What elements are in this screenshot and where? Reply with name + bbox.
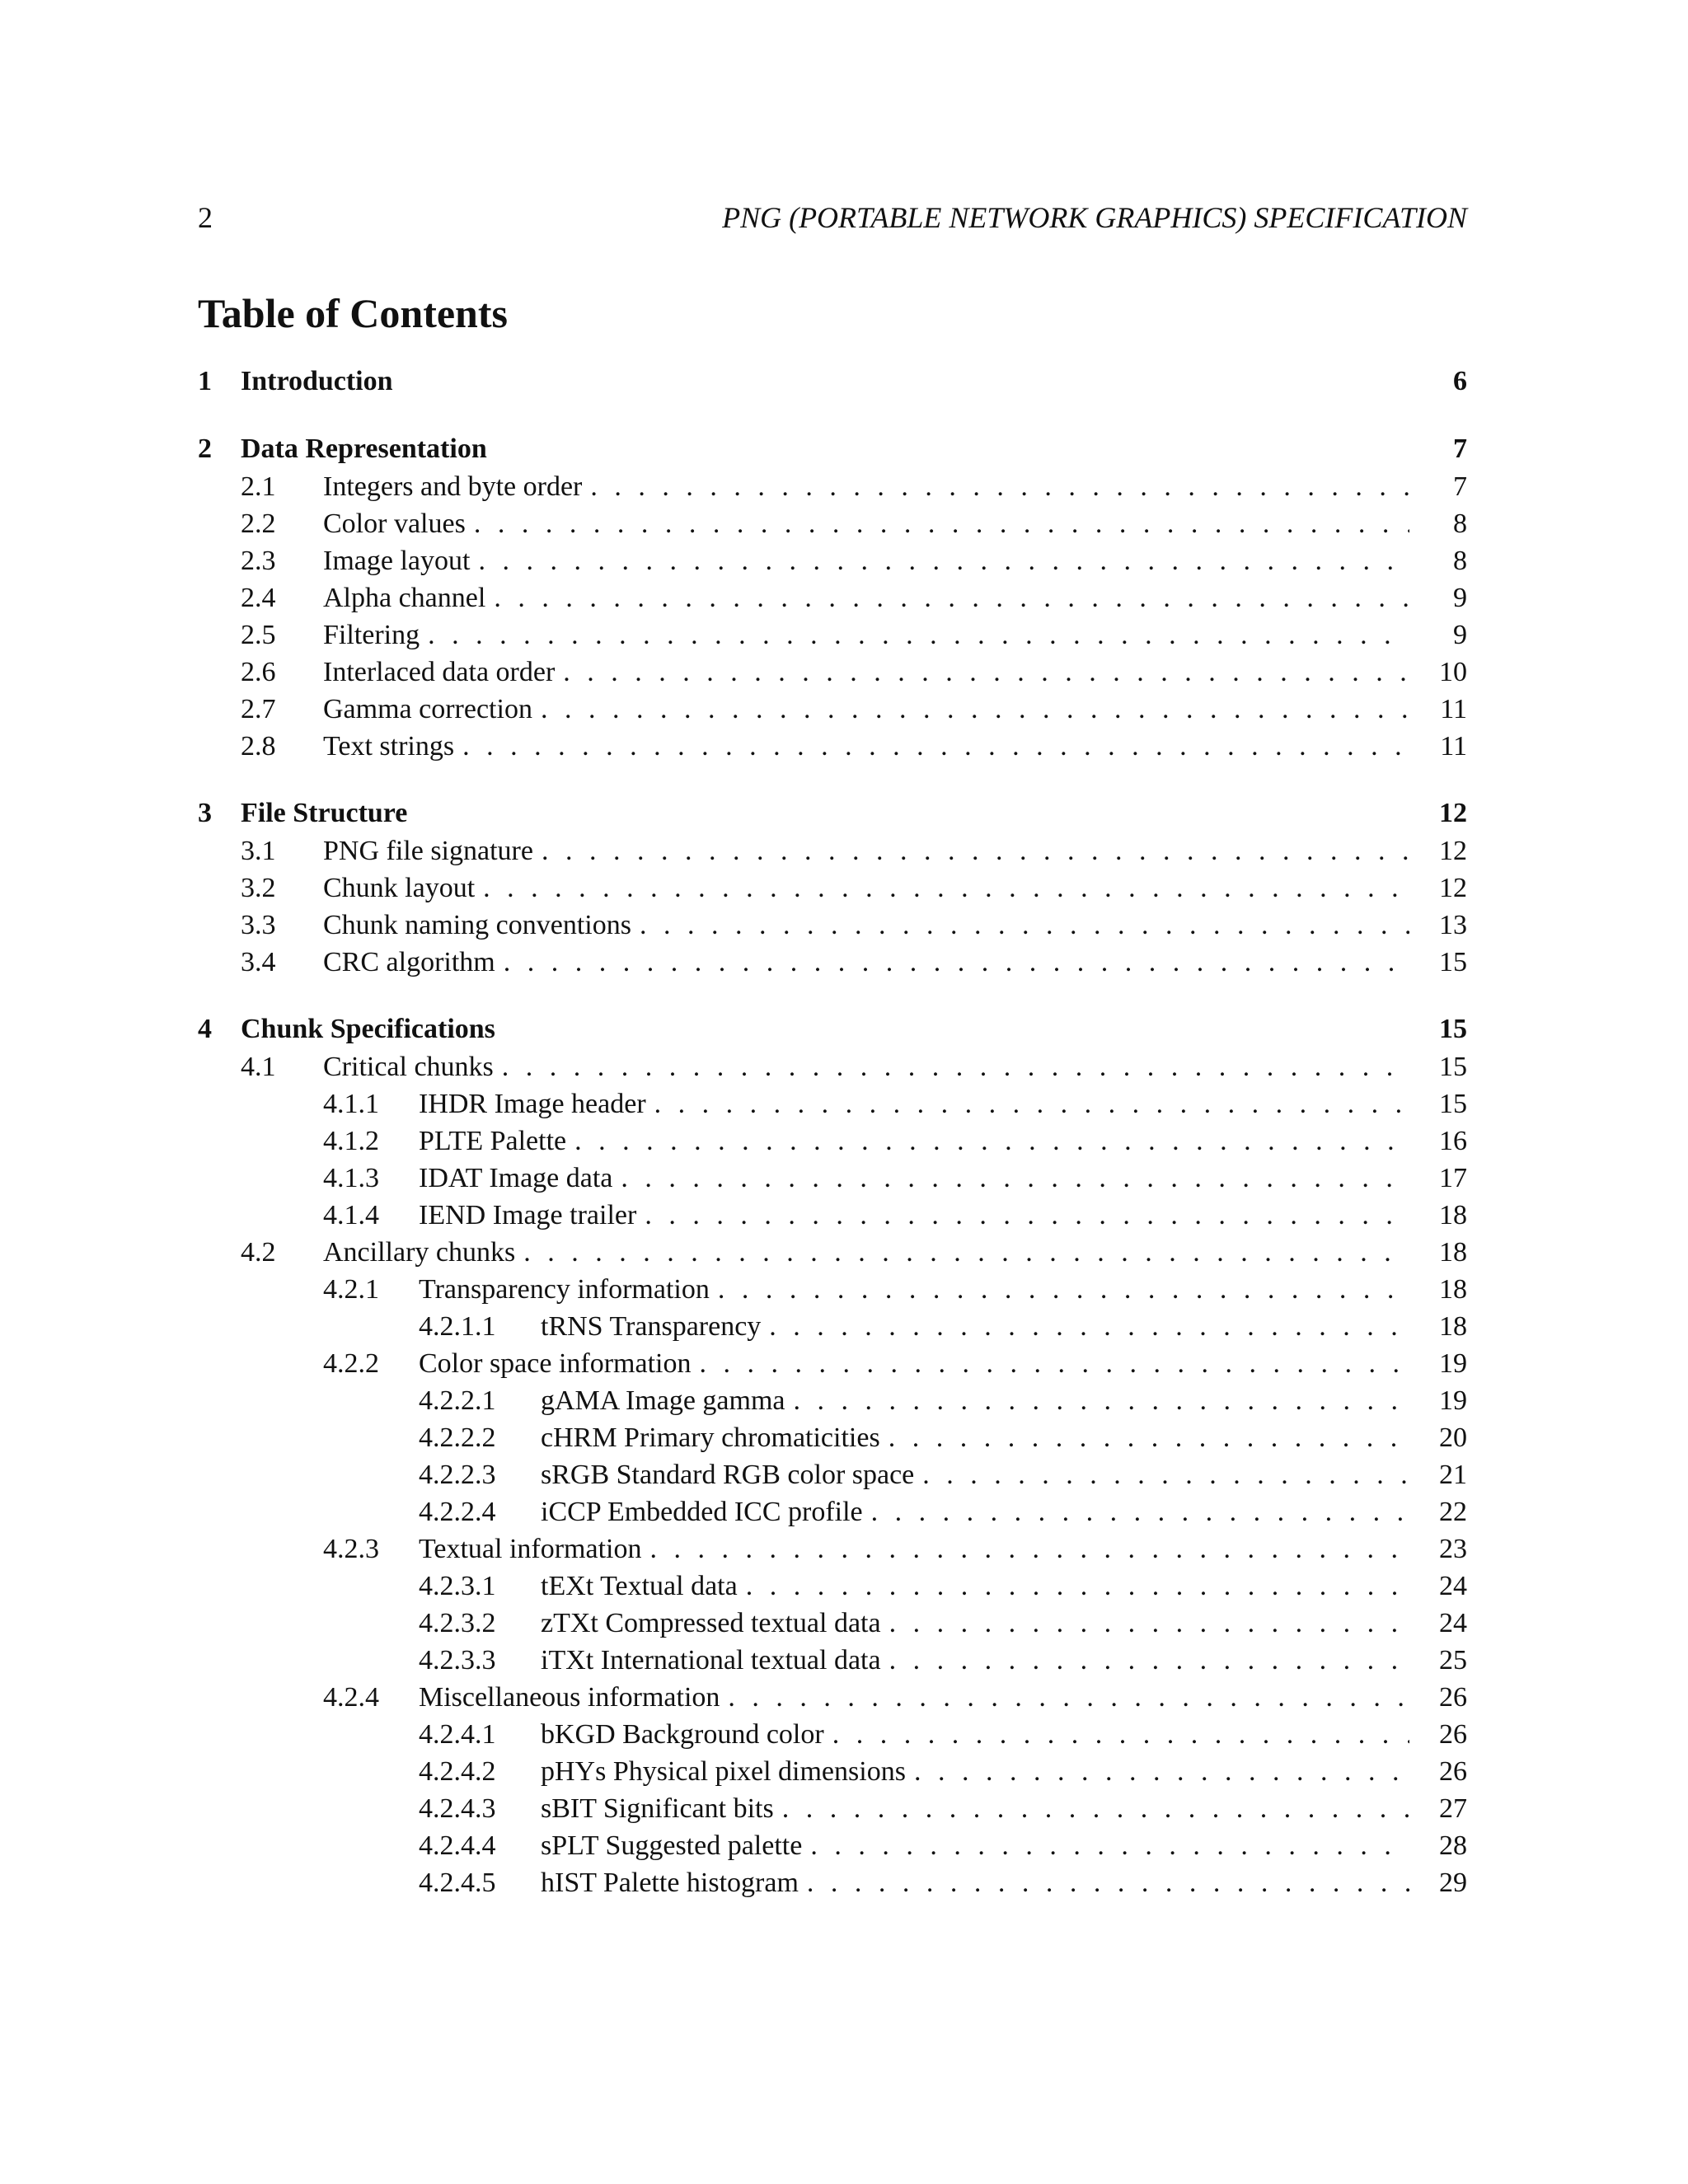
entry-line	[541, 1864, 1467, 1901]
entry-page-number: 26	[1439, 1682, 1467, 1713]
entry-number: 1	[198, 366, 212, 396]
entry-number: 4.1.4	[323, 1200, 379, 1230]
entry-title: CRC algorithm	[323, 944, 504, 981]
entry-line	[419, 1122, 1467, 1160]
dot-leader	[914, 1753, 1409, 1790]
entry-page-number: 28	[1439, 1830, 1467, 1861]
entry-number: 3	[198, 798, 212, 828]
toc-entry[interactable]	[198, 1234, 1467, 1271]
dot-leader	[718, 1271, 1409, 1308]
entry-title: cHRM Primary chromaticities	[541, 1419, 889, 1456]
entry-page-number: 19	[1439, 1348, 1467, 1379]
toc-entry[interactable]	[198, 542, 1467, 579]
toc-entry[interactable]	[198, 1716, 1467, 1753]
entry-page-number: 22	[1439, 1497, 1467, 1527]
toc-entry[interactable]	[198, 579, 1467, 616]
entry-number: 3.3	[241, 910, 276, 940]
dot-leader	[494, 579, 1409, 616]
entry-title: Interlaced data order	[323, 654, 563, 691]
entry-number: 4.2	[241, 1237, 276, 1268]
dot-leader	[574, 1122, 1409, 1160]
entry-number: 4.2.4.1	[419, 1719, 496, 1750]
entry-number: 4.2.2.4	[419, 1497, 496, 1527]
entry-title: File Structure	[241, 794, 415, 832]
dot-leader	[590, 468, 1409, 505]
dot-leader	[462, 728, 1409, 765]
entry-page-number: 9	[1453, 620, 1467, 650]
entry-line	[323, 616, 1467, 654]
dot-leader	[699, 1345, 1409, 1382]
toc-section	[198, 363, 1467, 401]
toc-entry[interactable]	[198, 1160, 1467, 1197]
entry-page-number: 12	[1439, 873, 1467, 903]
entry-title: Data Representation	[241, 430, 495, 468]
entry-line	[241, 794, 1467, 832]
entry-number: 4.2.4	[323, 1682, 379, 1713]
entry-page-number: 8	[1453, 546, 1467, 576]
dot-leader	[807, 1864, 1409, 1901]
entry-title: sRGB Standard RGB color space	[541, 1456, 922, 1493]
toc-entry[interactable]	[198, 907, 1467, 944]
entry-title: tRNS Transparency	[541, 1308, 769, 1345]
toc-title: Table of Contents	[198, 290, 508, 336]
entry-line	[419, 1679, 1467, 1716]
entry-number: 4.2.4.3	[419, 1793, 496, 1824]
entry-page-number: 26	[1439, 1719, 1467, 1750]
running-title: PNG (PORTABLE NETWORK GRAPHICS) SPECIFICATION	[722, 201, 1467, 234]
entry-number: 2.1	[241, 471, 276, 502]
entry-page-number: 15	[1439, 1052, 1467, 1082]
entry-title: hIST Palette histogram	[541, 1864, 807, 1901]
entry-title: Textual information	[419, 1530, 650, 1568]
entry-page-number: 16	[1439, 1126, 1467, 1156]
entry-title: iTXt International textual data	[541, 1642, 889, 1679]
entry-title: PNG file signature	[323, 832, 542, 869]
entry-page-number: 17	[1439, 1163, 1467, 1193]
dot-leader	[746, 1568, 1409, 1605]
entry-title: sBIT Significant bits	[541, 1790, 782, 1827]
entry-line	[541, 1790, 1467, 1827]
entry-number: 4.2.3.3	[419, 1645, 496, 1675]
entry-line	[323, 869, 1467, 907]
entry-number: 3.4	[241, 947, 276, 977]
entry-line	[541, 1493, 1467, 1530]
entry-page-number: 25	[1439, 1645, 1467, 1675]
entry-line	[241, 430, 1467, 468]
entry-line	[323, 728, 1467, 765]
toc-entry[interactable]	[198, 728, 1467, 765]
entry-page-number: 18	[1439, 1274, 1467, 1305]
entry-page-number: 26	[1439, 1756, 1467, 1787]
entry-title: gAMA Image gamma	[541, 1382, 794, 1419]
entry-number: 2.2	[241, 509, 276, 539]
toc-entry[interactable]	[198, 505, 1467, 542]
toc-entry[interactable]	[198, 1493, 1467, 1530]
entry-number: 4.2.2.3	[419, 1460, 496, 1490]
entry-title: Chunk layout	[323, 869, 483, 907]
entry-number: 2.3	[241, 546, 276, 576]
entry-title: zTXt Compressed textual data	[541, 1605, 889, 1642]
entry-title: Text strings	[323, 728, 462, 765]
dot-leader	[889, 1642, 1409, 1679]
toc-entry[interactable]	[198, 1753, 1467, 1790]
toc-section	[198, 794, 1467, 981]
toc-section	[198, 430, 1467, 765]
dot-leader	[654, 1085, 1409, 1122]
entry-page-number: 8	[1453, 509, 1467, 539]
dot-leader	[794, 1382, 1410, 1419]
entry-page-number: 24	[1439, 1571, 1467, 1601]
entry-line	[541, 1827, 1467, 1864]
toc-entry[interactable]	[198, 1419, 1467, 1456]
entry-number: 2	[198, 434, 212, 464]
entry-line	[419, 1197, 1467, 1234]
dot-leader	[483, 869, 1409, 907]
toc-entry[interactable]	[198, 1679, 1467, 1716]
entry-page-number: 18	[1439, 1237, 1467, 1268]
entry-page-number: 15	[1439, 1014, 1467, 1044]
entry-number: 4.1.3	[323, 1163, 379, 1193]
entry-title: iCCP Embedded ICC profile	[541, 1493, 871, 1530]
entry-line	[541, 1382, 1467, 1419]
entry-line	[323, 944, 1467, 981]
entry-page-number: 12	[1439, 836, 1467, 866]
entry-title: pHYs Physical pixel dimensions	[541, 1753, 914, 1790]
entry-number: 4.2.2.2	[419, 1422, 496, 1453]
dot-leader	[621, 1160, 1409, 1197]
entry-title: bKGD Background color	[541, 1716, 832, 1753]
entry-page-number: 29	[1439, 1868, 1467, 1898]
dot-leader	[782, 1790, 1409, 1827]
entry-page-number: 15	[1439, 947, 1467, 977]
entry-page-number: 20	[1439, 1422, 1467, 1453]
entry-title: Critical chunks	[323, 1048, 502, 1085]
entry-number: 3.1	[241, 836, 276, 866]
toc-entry[interactable]	[198, 1048, 1467, 1085]
entry-title: Alpha channel	[323, 579, 494, 616]
table-of-contents	[198, 363, 1467, 1931]
entry-page-number: 24	[1439, 1608, 1467, 1638]
entry-line	[323, 505, 1467, 542]
dot-leader	[504, 944, 1409, 981]
dot-leader	[640, 907, 1409, 944]
entry-line	[541, 1716, 1467, 1753]
entry-line	[419, 1085, 1467, 1122]
toc-entry[interactable]	[198, 1122, 1467, 1160]
entry-page-number: 13	[1439, 910, 1467, 940]
entry-line	[323, 542, 1467, 579]
entry-line	[419, 1160, 1467, 1197]
toc-entry[interactable]	[198, 1085, 1467, 1122]
toc-chapter-entry[interactable]	[198, 1010, 1467, 1048]
entry-line	[323, 468, 1467, 505]
entry-title: Ancillary chunks	[323, 1234, 523, 1271]
dot-leader	[563, 654, 1409, 691]
dot-leader	[832, 1716, 1409, 1753]
dot-leader	[474, 505, 1409, 542]
dot-leader	[541, 691, 1409, 728]
toc-chapter-entry[interactable]	[198, 363, 1467, 401]
entry-line	[323, 654, 1467, 691]
toc-entry[interactable]	[198, 1790, 1467, 1827]
entry-title: Chunk Specifications	[241, 1010, 504, 1048]
entry-page-number: 11	[1440, 731, 1467, 762]
dot-leader	[478, 542, 1409, 579]
toc-entry[interactable]	[198, 1271, 1467, 1308]
entry-number: 4	[198, 1014, 212, 1044]
dot-leader	[810, 1827, 1409, 1864]
toc-chapter-entry[interactable]	[198, 794, 1467, 832]
entry-title: Gamma correction	[323, 691, 541, 728]
toc-entry[interactable]	[198, 1308, 1467, 1345]
entry-number: 4.2.3.2	[419, 1608, 496, 1638]
entry-line	[323, 579, 1467, 616]
entry-line	[323, 907, 1467, 944]
entry-page-number: 19	[1439, 1385, 1467, 1416]
entry-page-number: 21	[1439, 1460, 1467, 1490]
entry-page-number: 7	[1453, 471, 1467, 502]
toc-entry[interactable]	[198, 1642, 1467, 1679]
entry-line	[241, 363, 1467, 401]
entry-page-number: 18	[1439, 1311, 1467, 1342]
entry-title: Miscellaneous information	[419, 1679, 728, 1716]
dot-leader	[645, 1197, 1409, 1234]
entry-title: IHDR Image header	[419, 1085, 654, 1122]
entry-number: 4.2.2	[323, 1348, 379, 1379]
dot-leader	[769, 1308, 1409, 1345]
entry-number: 2.5	[241, 620, 276, 650]
page-number: 2	[198, 201, 213, 234]
toc-entry[interactable]	[198, 832, 1467, 869]
entry-page-number: 23	[1439, 1534, 1467, 1564]
entry-page-number: 6	[1453, 366, 1467, 396]
entry-number: 3.2	[241, 873, 276, 903]
toc-entry[interactable]	[198, 1827, 1467, 1864]
entry-title: Integers and byte order	[323, 468, 590, 505]
entry-number: 2.8	[241, 731, 276, 762]
toc-entry[interactable]	[198, 1605, 1467, 1642]
entry-title: Introduction	[241, 363, 401, 401]
entry-title: Transparency information	[419, 1271, 718, 1308]
entry-number: 4.1.1	[323, 1089, 379, 1119]
entry-line	[323, 832, 1467, 869]
dot-leader	[542, 832, 1409, 869]
toc-entry[interactable]	[198, 1345, 1467, 1382]
entry-number: 2.4	[241, 583, 276, 613]
toc-entry[interactable]	[198, 1456, 1467, 1493]
entry-number: 4.2.4.4	[419, 1830, 496, 1861]
toc-entry[interactable]	[198, 616, 1467, 654]
entry-page-number: 15	[1439, 1089, 1467, 1119]
entry-number: 4.1.2	[323, 1126, 379, 1156]
dot-leader	[889, 1605, 1409, 1642]
toc-entry[interactable]	[198, 654, 1467, 691]
entry-line	[419, 1271, 1467, 1308]
dot-leader	[650, 1530, 1410, 1568]
toc-entry[interactable]	[198, 944, 1467, 981]
entry-page-number: 18	[1439, 1200, 1467, 1230]
entry-line	[419, 1530, 1467, 1568]
toc-chapter-entry[interactable]	[198, 430, 1467, 468]
entry-line	[419, 1345, 1467, 1382]
entry-title: Chunk naming conventions	[323, 907, 640, 944]
entry-number: 4.2.3	[323, 1534, 379, 1564]
entry-page-number: 27	[1439, 1793, 1467, 1824]
entry-title: Color space information	[419, 1345, 699, 1382]
entry-line	[241, 1010, 1467, 1048]
entry-line	[323, 691, 1467, 728]
entry-title: IEND Image trailer	[419, 1197, 645, 1234]
toc-entry[interactable]	[198, 468, 1467, 505]
entry-number: 4.2.3.1	[419, 1571, 496, 1601]
toc-entry[interactable]	[198, 1197, 1467, 1234]
dot-leader	[523, 1234, 1409, 1271]
entry-line	[323, 1048, 1467, 1085]
page-header	[198, 198, 1467, 237]
toc-entry[interactable]	[198, 1864, 1467, 1901]
entry-line	[541, 1308, 1467, 1345]
entry-line	[541, 1419, 1467, 1456]
toc-section	[198, 1010, 1467, 1901]
dot-leader	[922, 1456, 1409, 1493]
dot-leader	[728, 1679, 1409, 1716]
toc-entry[interactable]	[198, 1382, 1467, 1419]
dot-leader	[889, 1419, 1409, 1456]
entry-title: PLTE Palette	[419, 1122, 574, 1160]
entry-title: sPLT Suggested palette	[541, 1827, 810, 1864]
entry-number: 4.2.1.1	[419, 1311, 496, 1342]
toc-entry[interactable]	[198, 1530, 1467, 1568]
toc-entry[interactable]	[198, 691, 1467, 728]
entry-number: 4.2.1	[323, 1274, 379, 1305]
entry-title: tEXt Textual data	[541, 1568, 746, 1605]
entry-line	[541, 1642, 1467, 1679]
dot-leader	[502, 1048, 1409, 1085]
entry-title: IDAT Image data	[419, 1160, 621, 1197]
entry-title: Filtering	[323, 616, 428, 654]
entry-page-number: 9	[1453, 583, 1467, 613]
dot-leader	[871, 1493, 1409, 1530]
entry-title: Image layout	[323, 542, 478, 579]
dot-leader	[428, 616, 1409, 654]
entry-page-number: 7	[1453, 434, 1467, 464]
entry-number: 2.7	[241, 694, 276, 724]
entry-number: 4.2.4.2	[419, 1756, 496, 1787]
entry-page-number: 10	[1439, 657, 1467, 687]
toc-entry[interactable]	[198, 1568, 1467, 1605]
entry-number: 4.2.4.5	[419, 1868, 496, 1898]
entry-line	[541, 1753, 1467, 1790]
entry-page-number: 11	[1440, 694, 1467, 724]
entry-line	[541, 1568, 1467, 1605]
entry-line	[541, 1605, 1467, 1642]
entry-number: 2.6	[241, 657, 276, 687]
entry-number: 4.2.2.1	[419, 1385, 496, 1416]
entry-number: 4.1	[241, 1052, 276, 1082]
entry-page-number: 12	[1439, 798, 1467, 828]
toc-entry[interactable]	[198, 869, 1467, 907]
entry-title: Color values	[323, 505, 474, 542]
entry-line	[323, 1234, 1467, 1271]
entry-line	[541, 1456, 1467, 1493]
